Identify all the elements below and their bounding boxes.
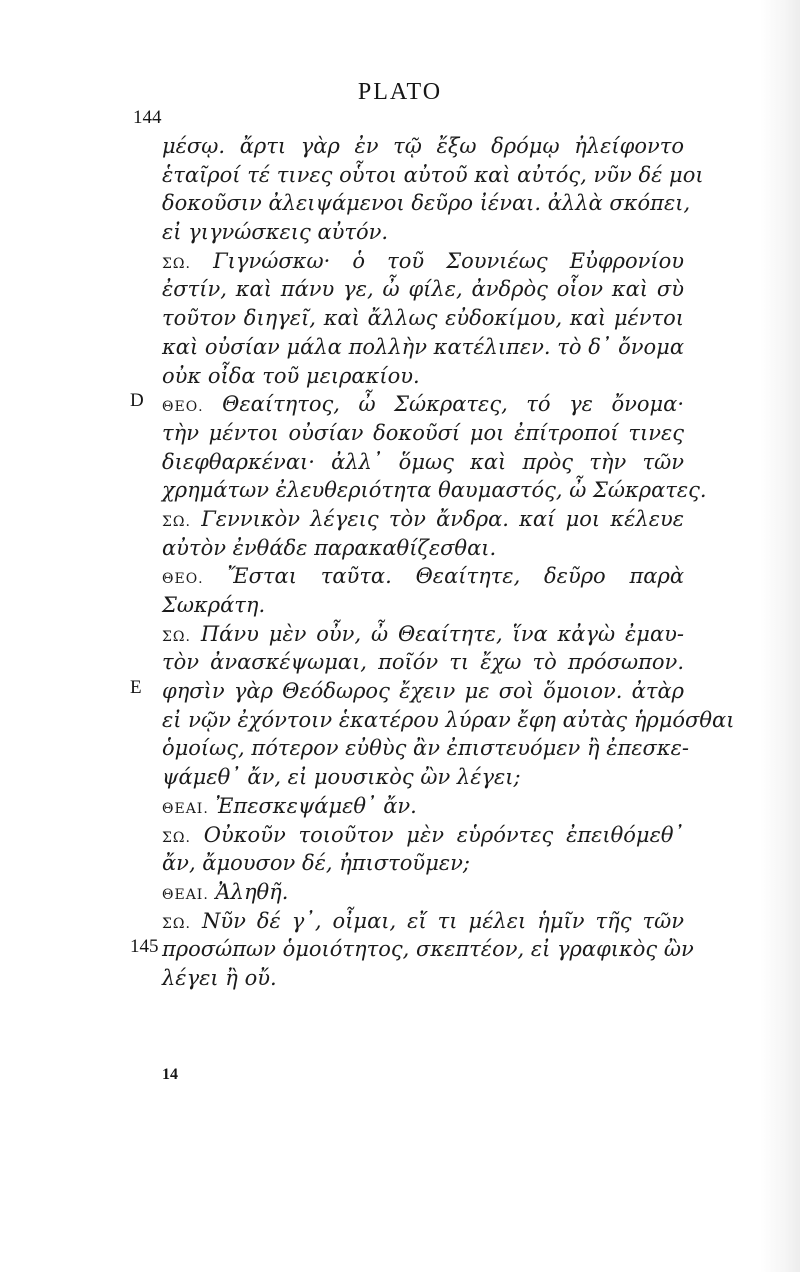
text-line: προσώπων ὁμοιότητος, σκεπτέον, εἰ γραφικὸς ὢν bbox=[162, 937, 694, 962]
text-line: τοῦτον διηγεῖ, καὶ ἄλλως εὐδοκίμου, καὶ μέντοι bbox=[162, 306, 684, 331]
text-line: ΘΕΑΙ. Ἐπεσκεψάμεθ᾽ ἄν. bbox=[162, 793, 417, 818]
text-line: ἐστίν, καὶ πάνυ γε, ὦ φίλε, ἀνδρὸς οἷον καὶ σὺ bbox=[162, 277, 684, 302]
text-line: εἰ γιγνώσκεις αὐτόν. bbox=[162, 220, 389, 245]
stephanus-page-145: 145 bbox=[130, 936, 159, 957]
text-line: ΣΩ. Νῦν δέ γ᾽, οἶμαι, εἴ τι μέλει ἡμῖν τῆς τῶν bbox=[162, 908, 684, 933]
speaker-label: ΣΩ. bbox=[162, 829, 191, 846]
text-line: αὐτὸν ἐνθάδε παρακαθίζεσθαι. bbox=[162, 535, 497, 560]
greek-text-block bbox=[162, 132, 735, 993]
text-line: εἰ νῷν ἐχόντοιν ἑκατέρου λύραν ἔφη αὐτὰς ἡρμόσθαι bbox=[162, 707, 735, 732]
speaker-label: ΘΕΟ. bbox=[162, 399, 204, 416]
speaker-label: ΘΕΟ. bbox=[162, 571, 204, 588]
text-line: ὁμοίως, πότερον εὐθὺς ἂν ἐπιστευόμεν ἢ ἐπεσκε- bbox=[162, 736, 690, 761]
text-line: ΣΩ. Πάνυ μὲν οὖν, ὦ Θεαίτητε, ἵνα κἀγὼ ἐμαυ- bbox=[162, 621, 684, 646]
text-line: τὸν ἀνασκέψωμαι, ποῖόν τι ἔχω τὸ πρόσωπον. bbox=[162, 650, 684, 675]
speaker-label: ΘΕΑΙ. bbox=[162, 800, 209, 817]
text-line: ἄν, ἄμουσον δέ, ἠπιστοῦμεν; bbox=[162, 851, 470, 876]
text-line: ΣΩ. Γεννικὸν λέγεις τὸν ἄνδρα. καί μοι κέλευε bbox=[162, 506, 684, 531]
text-line: τὴν μέντοι οὐσίαν δοκοῦσί μοι ἐπίτροποί τινες bbox=[162, 420, 684, 445]
facing-page-bleed bbox=[760, 0, 800, 1272]
text-line: χρημάτων ἐλευθεριότητα θαυμαστός, ὦ Σώκρατες. bbox=[162, 478, 707, 503]
text-line: μέσῳ. ἄρτι γὰρ ἐν τῷ ἔξω δρόμῳ ἠλείφοντο bbox=[162, 134, 684, 158]
text-line: φησὶν γὰρ Θεόδωρος ἔχειν με σοὶ ὅμοιον. ἀτὰρ bbox=[162, 679, 684, 704]
text-line: δοκοῦσιν ἀλειψάμενοι δεῦρο ἰέναι. ἀλλὰ σκόπει, bbox=[162, 191, 691, 216]
text-line: ΣΩ. Οὐκοῦν τοιοῦτον μὲν εὑρόντες ἐπειθόμεθ᾽ bbox=[162, 822, 684, 847]
speaker-label: ΣΩ. bbox=[162, 628, 191, 645]
text-line: ΣΩ. Γιγνώσκω· ὁ τοῦ Σουνιέως Εὐφρονίου bbox=[162, 248, 684, 273]
speaker-label: ΣΩ. bbox=[162, 255, 191, 272]
text-line: ΘΕΑΙ. Ἀληθῆ. bbox=[162, 879, 289, 904]
text-line: ΘΕΟ. Ἔσται ταῦτα. Θεαίτητε, δεῦρο παρὰ bbox=[162, 564, 684, 589]
page-number: 144 bbox=[133, 107, 162, 128]
text-line: ΘΕΟ. Θεαίτητος, ὦ Σώκρατες, τό γε ὄνομα· bbox=[162, 392, 684, 417]
text-line: ἑταῖροί τέ τινες οὗτοι αὐτοῦ καὶ αὐτός, νῦν δέ μοι bbox=[162, 162, 704, 187]
stephanus-marker-e: E bbox=[130, 677, 142, 698]
speaker-label: ΘΕΑΙ. bbox=[162, 886, 209, 903]
stephanus-marker-d: D bbox=[130, 390, 144, 411]
text-line: Σωκράτη. bbox=[162, 593, 266, 617]
speaker-label: ΣΩ. bbox=[162, 915, 191, 932]
text-line: λέγει ἢ οὔ. bbox=[162, 965, 277, 990]
speaker-label: ΣΩ. bbox=[162, 513, 191, 530]
text-line: οὐκ οἶδα τοῦ μειρακίου. bbox=[162, 363, 420, 388]
text-line: καὶ οὐσίαν μάλα πολλὴν κατέλιπεν. τὸ δ᾽ ὄνομα bbox=[162, 334, 684, 359]
text-line: ψάμεθ᾽ ἄν, εἰ μουσικὸς ὢν λέγει; bbox=[162, 765, 521, 790]
running-head: PLATO bbox=[357, 79, 443, 105]
text-line: διεφθαρκέναι· ἀλλ᾽ ὅμως καὶ πρὸς τὴν τῶν bbox=[162, 449, 684, 474]
signature-mark: 14 bbox=[162, 1066, 178, 1083]
